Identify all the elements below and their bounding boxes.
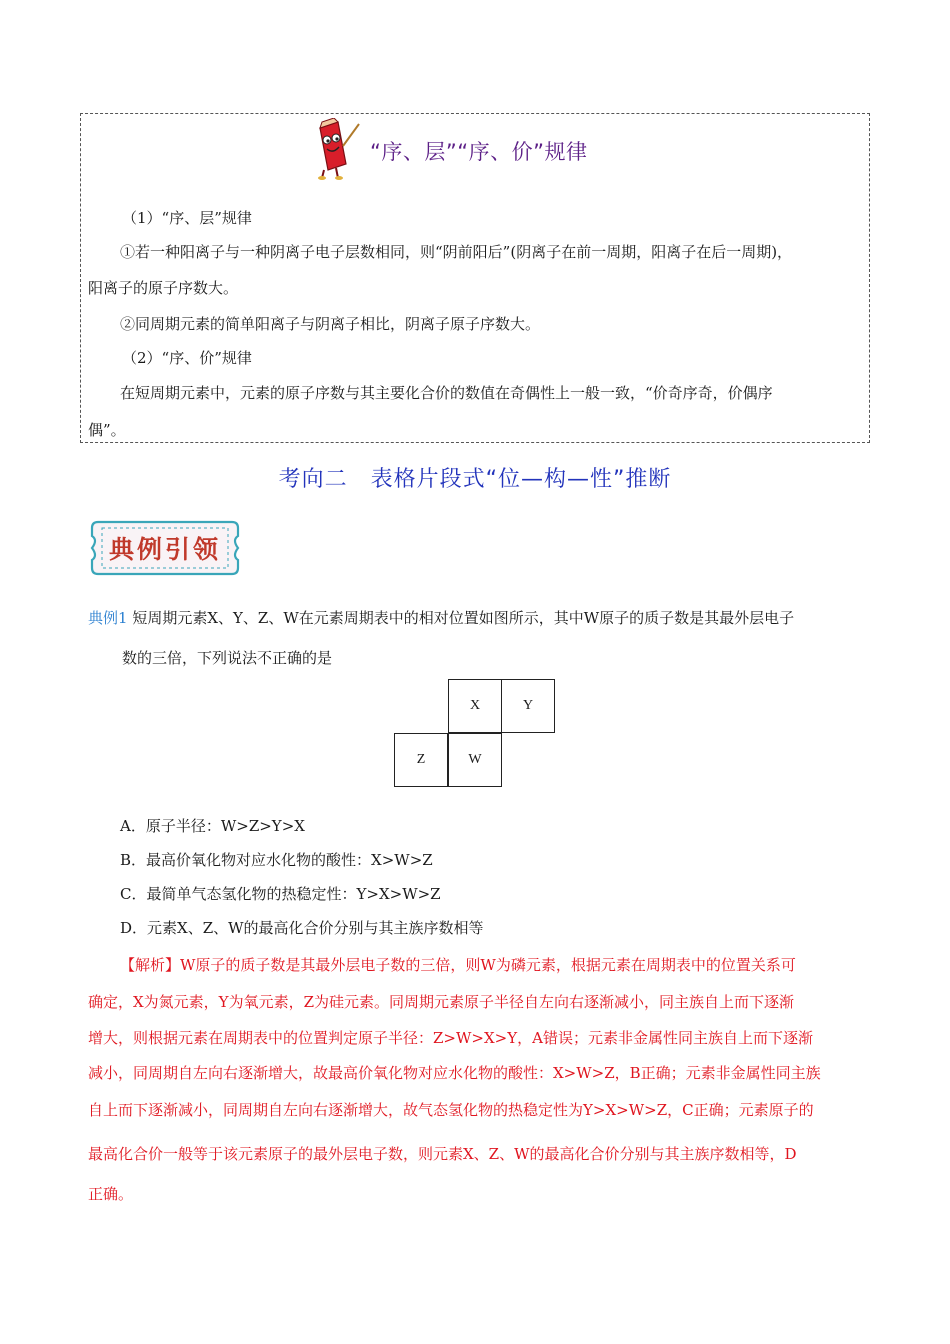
rule-line-3: 阳离子的原子序数大。 xyxy=(88,279,239,297)
option-b: B．最高价氧化物对应水化物的酸性：X>W>Z xyxy=(120,851,433,869)
example-label: 典例1 xyxy=(88,609,128,627)
rule-line-7: 偶”。 xyxy=(88,421,126,439)
cell-y: Y xyxy=(501,679,555,733)
analysis-line-2: 确定，X为氮元素，Y为氧元素，Z为硅元素。同周期元素原子半径自左向右逐渐减小，同主族自上而下逐渐 xyxy=(88,993,795,1011)
rule-line-1: （1）“序、层”规律 xyxy=(122,209,252,227)
rule-line-2: ①若一种阳离子与一种阴离子电子层数相同，则“阴前阳后”(阴离子在前一周期，阳离子在后一周期)， xyxy=(120,243,793,261)
rule-line-5: （2）“序、价”规律 xyxy=(122,349,252,367)
section-title: 考向二 表格片段式“位—构—性”推断 xyxy=(278,467,672,492)
example-stem-line-1 xyxy=(88,608,794,628)
badge-label: 典例引领 xyxy=(108,535,221,564)
analysis-line-1: 【解析】W原子的质子数是其最外层电子数的三倍，则W为磷元素，根据元素在周期表中的位置关系可 xyxy=(120,956,796,974)
rule-box-title: “序、层”“序、价”规律 xyxy=(370,140,588,164)
pencil-mascot-icon xyxy=(310,118,362,184)
cell-z: Z xyxy=(394,733,448,787)
example-stem-text: 短周期元素X、Y、Z、W在元素周期表中的相对位置如图所示，其中W原子的质子数是其最外层电子 xyxy=(132,609,795,627)
example-badge xyxy=(88,518,242,582)
option-c: C．最简单气态氢化物的热稳定性：Y>X>W>Z xyxy=(120,885,441,903)
analysis-line-6: 最高化合价一般等于该元素原子的最外层电子数，则元素X、Z、W的最高化合价分别与其主族序数相等，D xyxy=(88,1145,797,1163)
analysis-line-5: 自上而下逐渐减小，同周期自左向右逐渐增大，故气态氢化物的热稳定性为Y>X>W>Z，C正确；元素原子的 xyxy=(88,1101,814,1119)
example-stem-line-2: 数的三倍，下列说法不正确的是 xyxy=(122,649,333,667)
option-a: A．原子半径：W>Z>Y>X xyxy=(120,817,305,835)
analysis-line-3: 增大，则根据元素在周期表中的位置判定原子半径：Z>W>X>Y，A错误；元素非金属性同主族自上而下逐渐 xyxy=(88,1029,813,1047)
rule-box-header xyxy=(310,118,588,184)
cell-x: X xyxy=(448,679,502,733)
rule-line-6: 在短周期元素中，元素的原子序数与其主要化合价的数值在奇偶性上一般一致，“价奇序奇，价偶序 xyxy=(120,384,773,402)
analysis-line-4: 减小，同周期自左向右逐渐增大，故最高价氧化物对应水化物的酸性：X>W>Z，B正确；元素非金属性同主族 xyxy=(88,1064,821,1082)
rule-line-4: ②同周期元素的简单阳离子与阴离子相比，阴离子原子序数大。 xyxy=(120,315,541,333)
option-d: D．元素X、Z、W的最高化合价分别与其主族序数相等 xyxy=(120,919,484,937)
analysis-line-7: 正确。 xyxy=(88,1185,134,1203)
cell-w: W xyxy=(448,733,502,787)
